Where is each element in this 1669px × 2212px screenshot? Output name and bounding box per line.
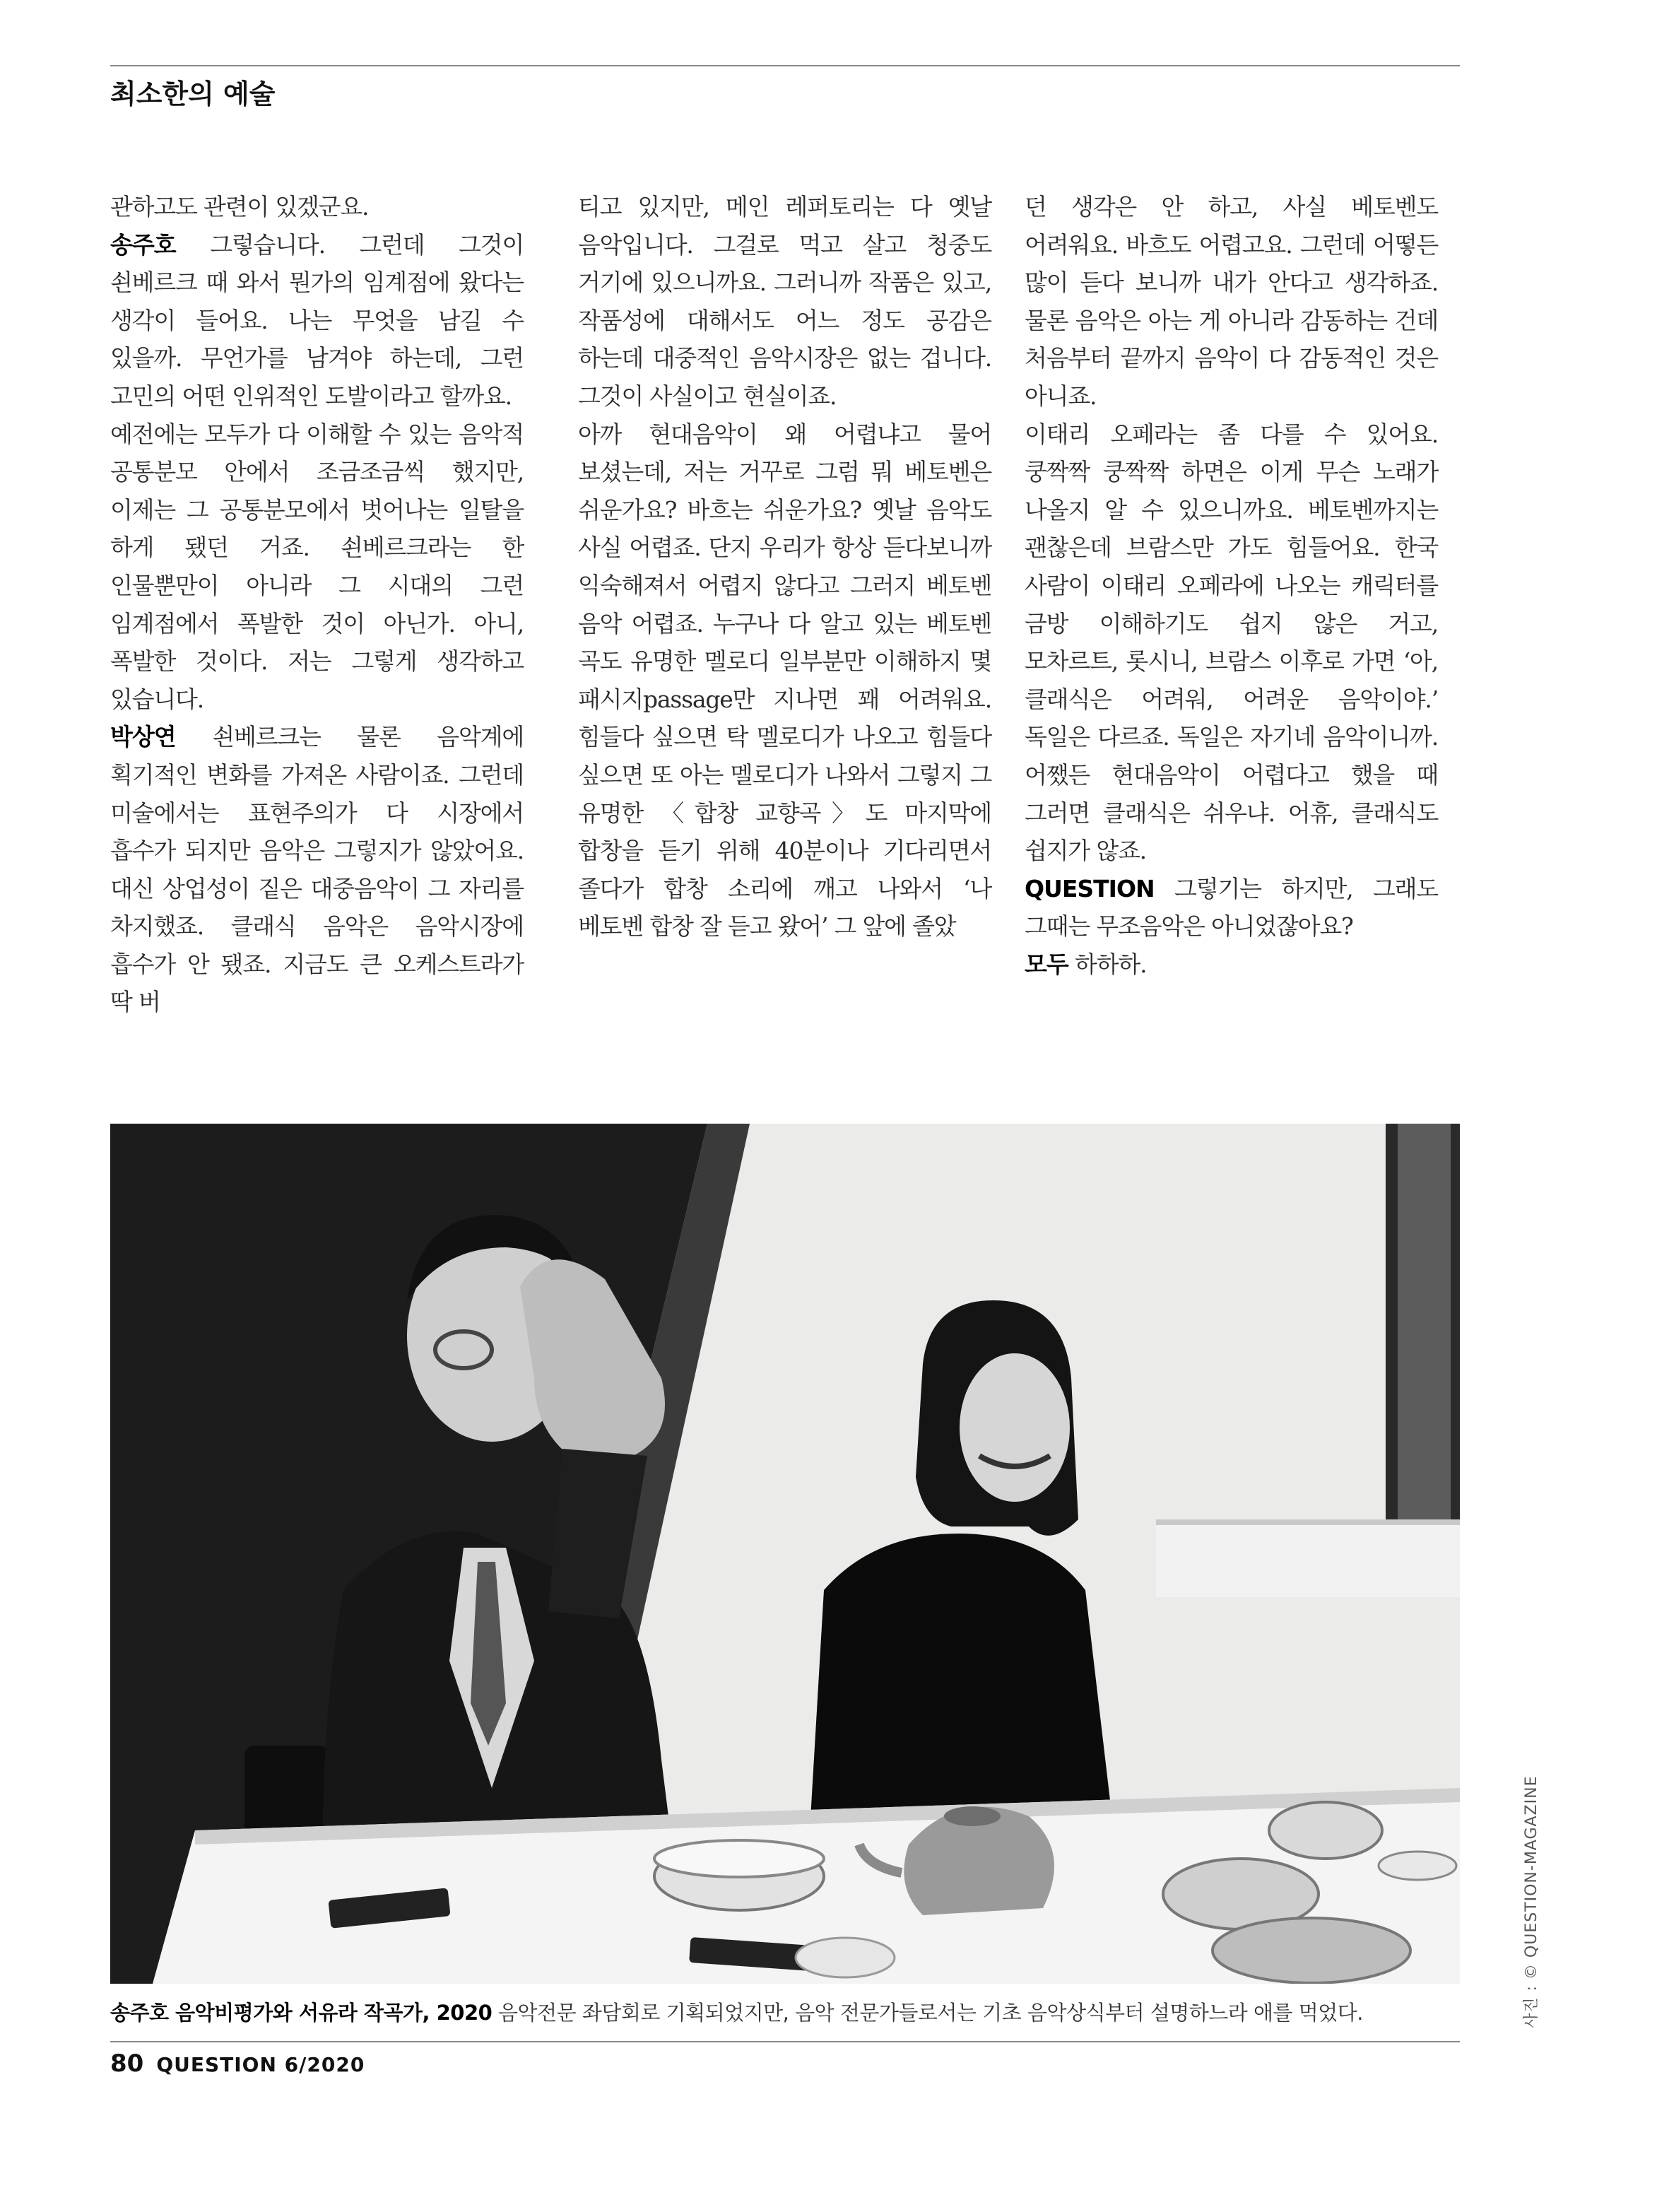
caption-text: 음악전문 좌담회로 기획되었지만, 음악 전문가들로서는 기초 음악상식부터 설명하느라 애를 먹었다. [492, 2001, 1364, 2025]
photo-credit: 사진 : © QUESTION-MAGAZINE [1523, 1775, 1540, 2028]
paragraph: 관하고도 관련이 있겠군요. [110, 193, 369, 220]
article-column-1 [110, 188, 524, 1021]
paragraph [1025, 870, 1438, 946]
magazine-issue: QUESTION 6/2020 [156, 2053, 365, 2076]
header-rule [110, 65, 1460, 66]
paragraph: 던 생각은 안 하고, 사실 베토벤도 어려워요. 바흐도 어렵고요. 그런데 어떻든 많이 듣다 보니까 내가 안다고 생각하죠. 물론 음악은 아는 게 아니라 감동하는 건데 처음부터 끝까지 음악이 다 감동적인 것은 아니죠. [1025, 193, 1438, 410]
section-title: 최소한의 예술 [110, 78, 276, 110]
page-number: 80 [110, 2049, 144, 2078]
paragraph: 아까 현대음악이 왜 어렵냐고 물어 보셨는데, 저는 거꾸로 그럼 뭐 베토벤은 쉬운가요? 바흐는 쉬운가요? 옛날 음악도 사실 어렵죠. 단지 우리가 항상 듣다보니까 익숙해져서 어렵지 않다고 그러지 베토벤 음악 어렵죠. 누구나 다 알고 있는 베토벤 곡도 유명한 멜로디 일부분만 이해하지 몇 패시지passage만 지나면 꽤 어려워요. 힘들다 싶으면 탁 멜로디가 나오고 힘들다 싶으면 또 아는 멜로디가 나와서 그렇지 그 유명한 〈합창 교향곡〉도 마지막에 합창을 듣기 위해 40분이나 기다리면서 졸다가 합창 소리에 깨고 나와서 ‘나 베토벤 합창 잘 듣고 왔어’ 그 앞에 졸았 [578, 420, 991, 941]
paragraph: 티고 있지만, 메인 레퍼토리는 다 옛날 음악입니다. 그걸로 먹고 살고 청중도 거기에 있으니까요. 그러니까 작품은 있고, 작품성에 대해서도 어느 정도 공감은 하는데 대중적인 음악시장은 없는 겁니다. 그것이 사실이고 현실이죠. [578, 193, 991, 410]
paragraph [110, 226, 524, 416]
paragraph-text: 그렇기는 하지만, 그래도 그때는 무조음악은 아니었잖아요? [1025, 874, 1438, 941]
footer-rule [110, 2041, 1460, 2042]
paragraph: 이태리 오페라는 좀 다를 수 있어요. 쿵짝짝 쿵짝짝 하면은 이게 무슨 노래가 나올지 알 수 있으니까요. 베토벤까지는 괜찮은데 브람스만 가도 힘들어요. 한국 사람이 이태리 오페라에 나오는 캐릭터를 금방 이해하기도 쉽지 않은 거고, 모차르트, 롯시니, 브람스 이후로 가면 ‘아, 클래식은 어려워, 어려운 음악이야.’ 독일은 다르죠. 독일은 자기네 음악이니까. 어쨌든 현대음악이 어렵다고 했을 때 그러면 클래식은 쉬우냐. 어휴, 클래식도 쉽지가 않죠. [1025, 420, 1438, 865]
article-column-2 [578, 188, 991, 946]
article-body [110, 188, 1460, 1078]
photo-caption [110, 1997, 1460, 2026]
speaker-name: QUESTION [1025, 874, 1155, 902]
article-photo [110, 1124, 1460, 1984]
paragraph-text: 그렇습니다. 그런데 그것이 쇤베르크 때 와서 뭔가의 임계점에 왔다는 생각이 들어요. 나는 무엇을 남길 수 있을까. 무언가를 남겨야 하는데, 그런 고민의 어떤 인위적인 도발이라고 할까요. [110, 230, 524, 410]
speaker-name: 모두 [1025, 950, 1068, 978]
paragraph [1025, 946, 1438, 984]
paragraph-text: 쇤베르크는 물론 음악계에 획기적인 변화를 가져온 사람이죠. 그런데 미술에서는 표현주의가 다 시장에서 흡수가 되지만 음악은 그렇지가 않았어요. 대신 상업성이 짙은 대중음악이 그 자리를 차지했죠. 클래식 음악은 음악시장에 흡수가 안 됐죠. 지금도 큰 오케스트라가 딱 버 [110, 723, 524, 1016]
paragraph-text: 하하하. [1068, 950, 1147, 978]
paragraph: 예전에는 모두가 다 이해할 수 있는 음악적 공통분모 안에서 조금조금씩 했지만, 이제는 그 공통분모에서 벗어나는 일탈을 하게 됐던 거죠. 쇤베르크라는 한 인물뿐만이 아니라 그 시대의 그런 임계점에서 폭발한 것이 아닌가. 아니, 폭발한 것이다. 저는 그렇게 생각하고 있습니다. [110, 420, 524, 713]
caption-lead: 송주호 음악비평가와 서유라 작곡가, 2020 [110, 2001, 493, 2025]
speaker-name: 송주호 [110, 230, 176, 259]
speaker-name: 박상연 [110, 723, 176, 751]
photo-illustration [110, 1124, 1460, 1984]
paragraph [110, 718, 524, 1021]
page-folio [110, 2049, 365, 2078]
article-column-3 [1025, 188, 1438, 983]
